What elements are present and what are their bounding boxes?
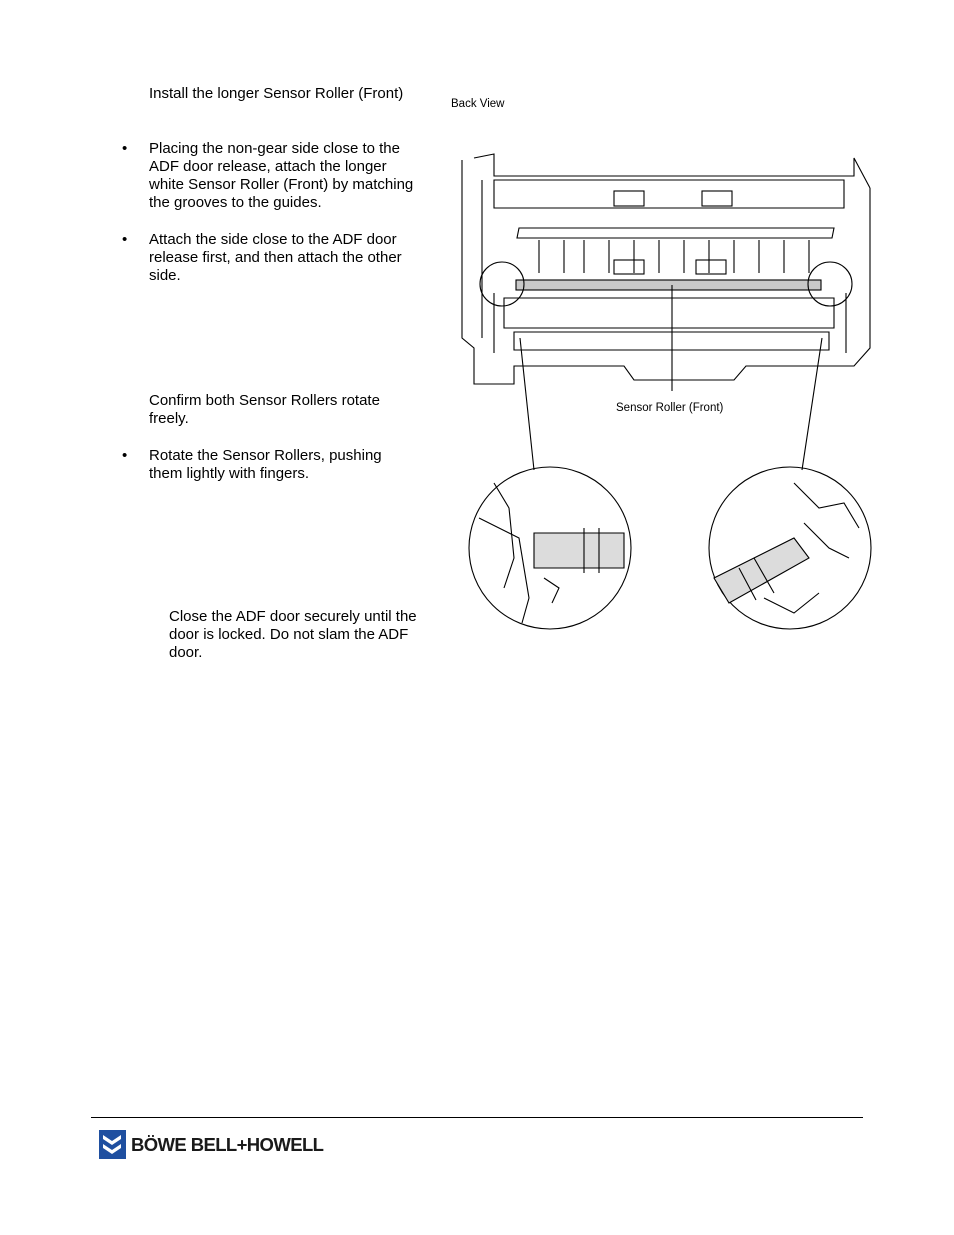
- sensor-roller-callout-label: Sensor Roller (Front): [616, 402, 724, 414]
- bullet-marker: •: [122, 231, 128, 248]
- logo-wordmark: BÖWE BELL+HOWELL: [131, 1134, 324, 1155]
- bullet-marker: •: [122, 140, 128, 157]
- footer-rule: [91, 1117, 863, 1118]
- confirm-heading: Confirm both Sensor Rollers rotate freely.: [149, 392, 380, 427]
- adf-back-view-illustration: [434, 88, 884, 638]
- install-bullet-2: Attach the side close to the ADF door release first, and then attach the other side.: [149, 231, 402, 284]
- close-instruction: Close the ADF door securely until the door is locked. Do not slam the ADF door.: [169, 608, 417, 661]
- back-view-label: Back View: [451, 98, 505, 110]
- logo-mark-icon: [99, 1130, 126, 1159]
- bullet-marker: •: [122, 447, 128, 464]
- install-bullet-1: Placing the non-gear side close to the ADF door release, attach the longer white Sensor Roller (Front) by matching the grooves to the guides.: [149, 140, 414, 211]
- confirm-bullet-1: Rotate the Sensor Rollers, pushing them lightly with fingers.: [149, 447, 382, 482]
- install-heading: Install the longer Sensor Roller (Front): [149, 85, 404, 102]
